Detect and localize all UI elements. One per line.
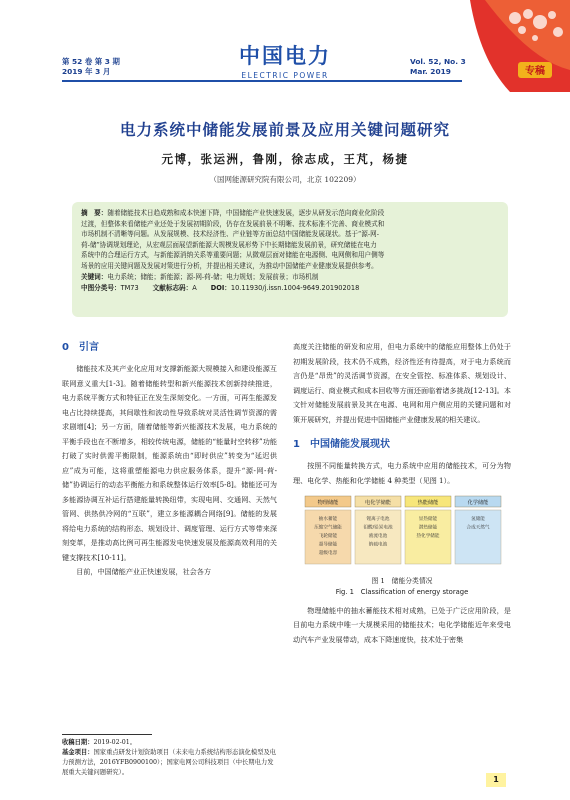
issue-date: 2019 年 3 月 [62,67,111,76]
abstract-line: 过渡，但整体来看储能产业还处于发展初期阶段，仍存在发展前景不明晰、技术标准不完善、商业模式和 [81,219,385,228]
category-item: 抽水蓄能 [318,517,338,522]
keywords-text: 电力系统；储能；新能源；源-网-荷-储；电力规划；发展前景；市场机制 [107,272,319,281]
category-item: 氢储能 [471,517,485,522]
category-item: 液流电池 [368,534,388,539]
intro-paragraph-2: 目前，中国储能产业正快速发展，社会各方 [76,567,211,576]
header-rule [62,80,462,82]
journal-name [190,40,380,80]
intro-paragraph-1: 储能技术及其产业化应用对支撑新能源大规模接入和建设能源互联网意义重大[1-3]。随着储能转型和新兴能源技术创新持续推进，电力系统平衡方式和特征正在发生深刻变化。一方面，可再生能源发电占比持续提高，其间歇性和波动性导致系统对灵活性调节资源的需求剧增[4]；另一方面，随着储能等新兴能源技术发展，电力系统的平衡手段也在不断增多，相较传统电源，储能的“能量时空转移”功能打破了实时供需平衡限制，能源系统由“即时供应”转变为“延迟供应”成为可能，这将重塑能源电力供应服务体系，提升“源-网-荷-储”协调运行的动态平衡能力和系统整体运行效率[5-8]。储能还可为多能源协调互补运行搭建能量转换纽带，实现电网、交通网、天然气管网、供热供冷网的“互联”，建立多能源耦合网络[9]。储能的发展将给电力系统的结构形态、规划设计、调度管理、运行方式等带来深刻变革，是推动高比例可再生能源发电快速发展及能源高效利用的关键支撑技术[10-11]。 [62,364,277,562]
category-item: 压缩空气储能 [314,525,342,531]
energy-storage-classification-diagram [302,494,502,566]
classification-row [81,283,499,294]
doc-value: A [192,284,197,293]
doi-label: DOI： [210,284,231,293]
category-label: 电化学储能 [365,500,391,506]
section-heading-status: 1 中国储能发展现状 [293,439,390,450]
journal-title-en: ELECTRIC POWER [241,71,329,80]
category-item: 热化学储能 [416,534,440,539]
figure-1 [293,494,511,598]
fund-value: 国家重点研发计划资助项目（未来电力系统结构形态演化模型及电力预测方法，2016YFB0900100）；国家电网公司科技项目（中长期电力发展重大关键问题研究）。 [62,749,277,776]
issue-info-zh [62,57,120,77]
journal-header [0,0,570,92]
funding [62,748,277,778]
category-item: 潜热储能 [418,525,438,531]
status-paragraph-1: 按照不同能量转换方式，电力系统中应用的储能技术，可分为物理、电化学、热能和化学储能 4 种类型（见图 1）。 [293,461,511,485]
right-column [293,340,511,647]
figure-caption-zh: 图 1 储能分类情况 [371,576,433,585]
category-label: 物理储能 [317,500,339,506]
category-item: 铅酸/铅炭电池 [363,525,393,531]
doc-label: 文献标志码： [152,284,193,293]
journal-title-zh: 中国电力 [239,44,331,68]
class-label: 中图分类号： [81,284,121,293]
category-item: 钠硫电池 [368,542,388,548]
issue-date-en: Mar. 2019 [410,67,451,76]
category-item: 超导储能 [318,542,338,548]
doi-value: 10.11930/j.issn.1004-9649.201902018 [230,284,360,293]
paper-title: 电力系统中储能发展前景及应用关键问题研究 [119,121,450,139]
abstract-line: 系统中的合理运行方式，与新能源消纳关系等重要问题；从微观层面对储能在电源侧、电网侧和用户侧等 [81,251,385,260]
fund-label: 基金项目： [62,749,94,756]
keywords [81,272,499,283]
abstract-label: 摘 要： [81,209,108,217]
doi [211,283,360,294]
world-map-corner-graphic [440,0,570,92]
left-column [62,340,277,580]
status-paragraph-2: 物理储能中的抽水蓄能技术相对成熟，已处于广泛应用阶段，是目前电力系统中唯一大规模采用的储能技术；电化学储能近年来受电动汽车产业发展带动，成本下降速度快，技术处于密集 [293,605,511,644]
abstract-line: 场景的应用关键问题及发展对策进行分析，并提出相关建议，为推动中国储能产业健康发展提供参考。 [81,261,378,270]
abstract-text: 随着储能技术日趋成熟和成本快速下降，中国储能产业快速发展，逐步从研发示范向商业化阶段 [107,209,385,217]
category-item: 飞轮储能 [318,534,338,539]
received-value: 2019-02-01。 [93,739,137,746]
category-label: 化学储能 [467,500,489,506]
class-value: TM73 [120,284,139,293]
received-date [62,738,277,748]
category-item: 显热储能 [418,517,438,522]
footnote [62,738,277,778]
category-label: 热能储能 [417,500,439,506]
badge-text: 专稿 [525,66,545,77]
volume-issue: 第 52 卷 第 3 期 [62,57,120,66]
doc-code [153,283,197,294]
page-number: 1 [486,773,506,787]
abstract-line: 市场机制不清晰等问题。从发展规模、技术经济性、产业链等方面总结中国储能发展现状。基于“源-网- [81,230,379,239]
figure-caption-en: Fig. 1 Classification of energy storage [335,587,469,596]
abstract-line [81,208,499,219]
category-item: 超级电容 [318,551,338,556]
intro-paragraph-continued: 高度关注储能的研发和应用，但电力系统中的储能应用整体上仍处于初期发展阶段，技术仍不成熟，经济性还有待提高，对于电力系统而言仍是“昂贵”的灵活调节资源，在安全管控、标准体系、规划设计、调度运行、商业模式和成本回收等方面还面临着诸多挑战[12-13]。本文针对储能发展前景及其在电源、电网和用户侧应用的关键问题和对策开展研究，并提出促进中国储能产业健康发展的相关建议。 [293,342,511,424]
category-item: 锂离子电池 [366,517,390,522]
abstract-line: 荷-储”协调规划理论，从宏观层面展望新能源大规模发展形势下中长期储能发展前景，研究储能在电力 [81,240,377,249]
affiliation: （国网能源研究院有限公司，北京 102209） [209,175,361,184]
abstract-box [72,202,508,317]
keywords-label: 关键词： [81,272,108,281]
class-number [81,283,139,294]
footnote-rule [62,734,152,735]
volume-issue-en: Vol. 52, No. 3 [410,57,466,66]
received-label: 收稿日期： [62,739,94,746]
author-list: 元博，张运洲，鲁刚，徐志成，王芃，杨捷 [161,152,409,166]
category-item: 合成天然气 [466,525,490,531]
section-heading-intro: 0 引言 [62,342,99,353]
